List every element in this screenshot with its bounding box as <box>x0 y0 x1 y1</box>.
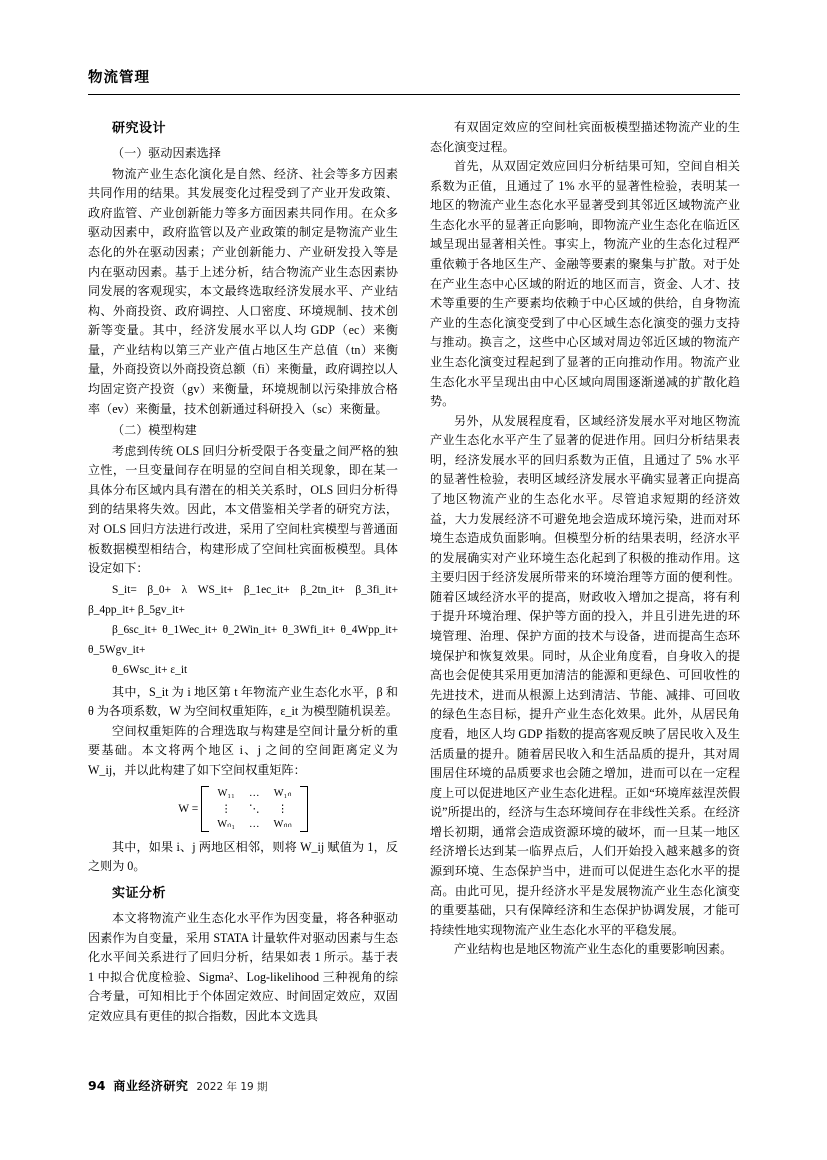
weight-matrix-figure <box>88 786 398 831</box>
footer-journal-name: 商业经济研究 <box>113 1079 189 1093</box>
section-heading-empirical-analysis: 实证分析 <box>112 885 167 901</box>
formula-line-2: β_6sc_it+ θ_1Wec_it+ θ_2Win_it+ θ_3Wfi_it+ θ_4Wpp_it+ θ_5Wgv_it+ <box>88 623 398 656</box>
matrix-cell: … <box>249 818 260 830</box>
matrix-left-bracket <box>201 786 209 831</box>
matrix-cell: W₁ₙ <box>273 788 292 800</box>
matrix-row <box>210 817 299 832</box>
matrix-cell: … <box>249 788 260 800</box>
matrix-cell: Wₙₙ <box>273 818 292 830</box>
formula-line-1: S_it= β_0+ λ WS_it+ β_1ec_it+ β_2tn_it+ β_3fi_it+ β_4pp_it+ β_5gv_it+ <box>88 583 398 616</box>
page-footer <box>88 1077 740 1094</box>
article-columns <box>88 118 740 1026</box>
page-header <box>88 66 740 95</box>
matrix-cell: Wₙ₁ <box>217 818 235 830</box>
paragraph-economic-development: 另外，从发展程度看，区域经济发展水平对地区物流产业生态化水平产生了显著的促进作用。回归分析结果表明，经济发展水平的回归系数为正值，且通过了 5% 水平的显著性检验，表明区域经济发展水平确实显著正向提高了地区物流产业的生态化水平。尽管追求短期的经济效益，大力发展经济不可避免地会造成环境污染，进而对环境生态造成负面影响。但模型分析的结果表明，经济水平的发展确实对产业环境生态化起到了积极的推动作用。这主要归因于经济发展所带来的环境治理等方面的便利性。随着区域经济水平的提高，财政收入增加之提高，将有利于提升环境治理、保护等方面的投入，并且引进先进的环境管理、治理、保护方面的技术与设备，进而提高生态环境保护和恢复效果。同时，从企业角度看，自身收入的提高也会促使其采用更加清洁的能源和更绿色、可回收性的先进技术，进而从根源上达到清洁、节能、减排、可回收的绿色生态目标，提升产业生态化效果。此外，从居民角度看，地区人均 GDP 指数的提高客观反映了居民收入及生活质量的提升。随着居民收入和生活品质的提升，其对周围居住环境的品质要求也会随之增加，进而可以在一定程度上可以促进地区产业生态化进程。正如“环境库兹涅茨假说”所提出的，经济与生态环境间存在非线性关系。在经济增长初期，通常会造成资源环境的破坏，而一旦某一地区经济增长达到某一临界点后，人们开始投入越来越多的资源到环境、生态保护当中，进而可以促进生态化水平的提高。由此可见，提升经济水平是发展物流产业生态化演变的重要基础，只有保障经济和生态保护协调发展，才能可持续性地实现物流产业生态化水平的平稳发展。 <box>430 413 740 937</box>
matrix-row <box>210 802 299 817</box>
paragraph-model-continuation: 有双固定效应的空间杜宾面板模型描述物流产业的生态化演变过程。 <box>430 120 740 154</box>
matrix-row <box>210 786 299 801</box>
formula-line-3: θ_6Wsc_it+ ε_it <box>112 663 188 676</box>
paragraph-spatial-autocorrelation: 首先，从双固定效应回归分析结果可知，空间自相关系数为正值，且通过了 1% 水平的显著性检验，表明某一地区的物流产业生态化水平显著受到其邻近区域物流产业生态化水平的显著正向影响，即物流产业生态化在临近区域呈现出显著相关性。事实上，物流产业的生态化过程严重依赖于各地区生产、金融等要素的聚集与扩散。对于处在产业生态中心区域的附近的地区而言，资金、人才、技术等重要的生产要素均依赖于中心区域的供给，自身物流产业的生态化演变受到了中心区域生态化演变的强力支持与推动。换言之，这些中心区域对周边邻近区域的物流产业生态化演变过程起到了显著的正向推动作用。物流产业生态化水平呈现出由中心区域向周围逐渐递减的扩散化趋势。 <box>430 159 740 409</box>
header-divider <box>88 94 740 95</box>
paragraph-formula-explanation: 其中，S_it 为 i 地区第 t 年物流产业生态化水平，β 和 θ 为各项系数，W 为空间权重矩阵，ε_it 为模型随机误差。 <box>88 684 398 719</box>
paragraph-empirical-analysis: 本文将物流产业生态化水平作为因变量，将各种驱动因素作为自变量，采用 STATA 计量软件对驱动因素与生态化水平间关系进行了回归分析，结果如表 1 所示。基于表 1 中拟合优度检验、Sigma²、Log-likelihood 三种视角的综合考量，可知相比于个体固定效应、时间固定效应，双固定效应具有更佳的拟合指数，因此本文选具 <box>88 911 398 1023</box>
footer-issue: 2022 年 19 期 <box>196 1081 268 1093</box>
footer-page-number: 94 <box>88 1078 106 1093</box>
formula-spatial-durbin <box>88 581 398 681</box>
paragraph-weight-matrix-explanation: 其中，如果 i、j 两地区相邻，则将 W_ij 赋值为 1，反之则为 0。 <box>88 839 398 874</box>
matrix-cell: ⋮ <box>277 803 288 815</box>
matrix-cell: W₁₁ <box>217 788 235 800</box>
matrix-table <box>210 786 299 831</box>
header-category: 物流管理 <box>88 70 150 86</box>
left-column <box>88 118 398 1026</box>
paragraph-weight-matrix-intro: 空间权重矩阵的合理选取与构建是空间计量分析的重要基础。本文将两个地区 i、j 之间的空间距离定义为 W_ij，并以此构建了如下空间权重矩阵： <box>88 723 398 777</box>
matrix-cell: ⋮ <box>220 803 232 815</box>
subsection-heading-model-construction: （二）模型构建 <box>112 423 197 438</box>
matrix-label: W = <box>178 802 199 815</box>
paragraph-driving-factors: 物流产业生态化演化是自然、经济、社会等多方因素共同作用的结果。其发展变化过程受到了产业开发政策、政府监管、产业创新能力等多方面因素共同作用。在众多驱动因素中，政府监管以及产业政策的制定是物流产业生态化的外在驱动因素；产业创新能力、产业研发投入等是内在驱动因素。基于上述分析，结合物流产业生态因素协同发展的客观现实，本文最终选取经济发展水平、产业结构、外商投资、政府调控、人口密度、环境规制、技术创新等变量。其中，经济发展水平以人均 GDP（ec）来衡量，产业结构以第三产业产值占地区生产总值（tn）来衡量，外商投资以外商投资总额（fi）来衡量，政府调控以人均固定资产投资（gv）来衡量，环境规制以污染排放合格率（ev）来衡量，技术创新通过科研投入（sc）来衡量。 <box>88 166 398 416</box>
paragraph-model-construction: 考虑到传统 OLS 回归分析受限于各变量之间严格的独立性，一旦变量间存在明显的空间自相关现象，即在某一具体分布区域内具有潜在的相关关系时，OLS 回归分析得到的结果将失效。因此，本文借鉴相关学者的研究方法，对 OLS 回归方法进行改进，采用了空间杜宾模型与普通面板数据模型相结合，构建形成了空间杜宾面板模型。具体设定如下： <box>88 443 398 576</box>
right-column <box>430 118 740 1026</box>
section-heading-research-design: 研究设计 <box>112 121 167 136</box>
matrix-right-bracket <box>300 786 308 831</box>
paragraph-industrial-structure: 产业结构也是地区物流产业生态化的重要影响因素。 <box>454 942 733 957</box>
matrix-cell: ⋱ <box>249 803 260 815</box>
subsection-heading-driving-factors: （一）驱动因素选择 <box>112 146 221 161</box>
